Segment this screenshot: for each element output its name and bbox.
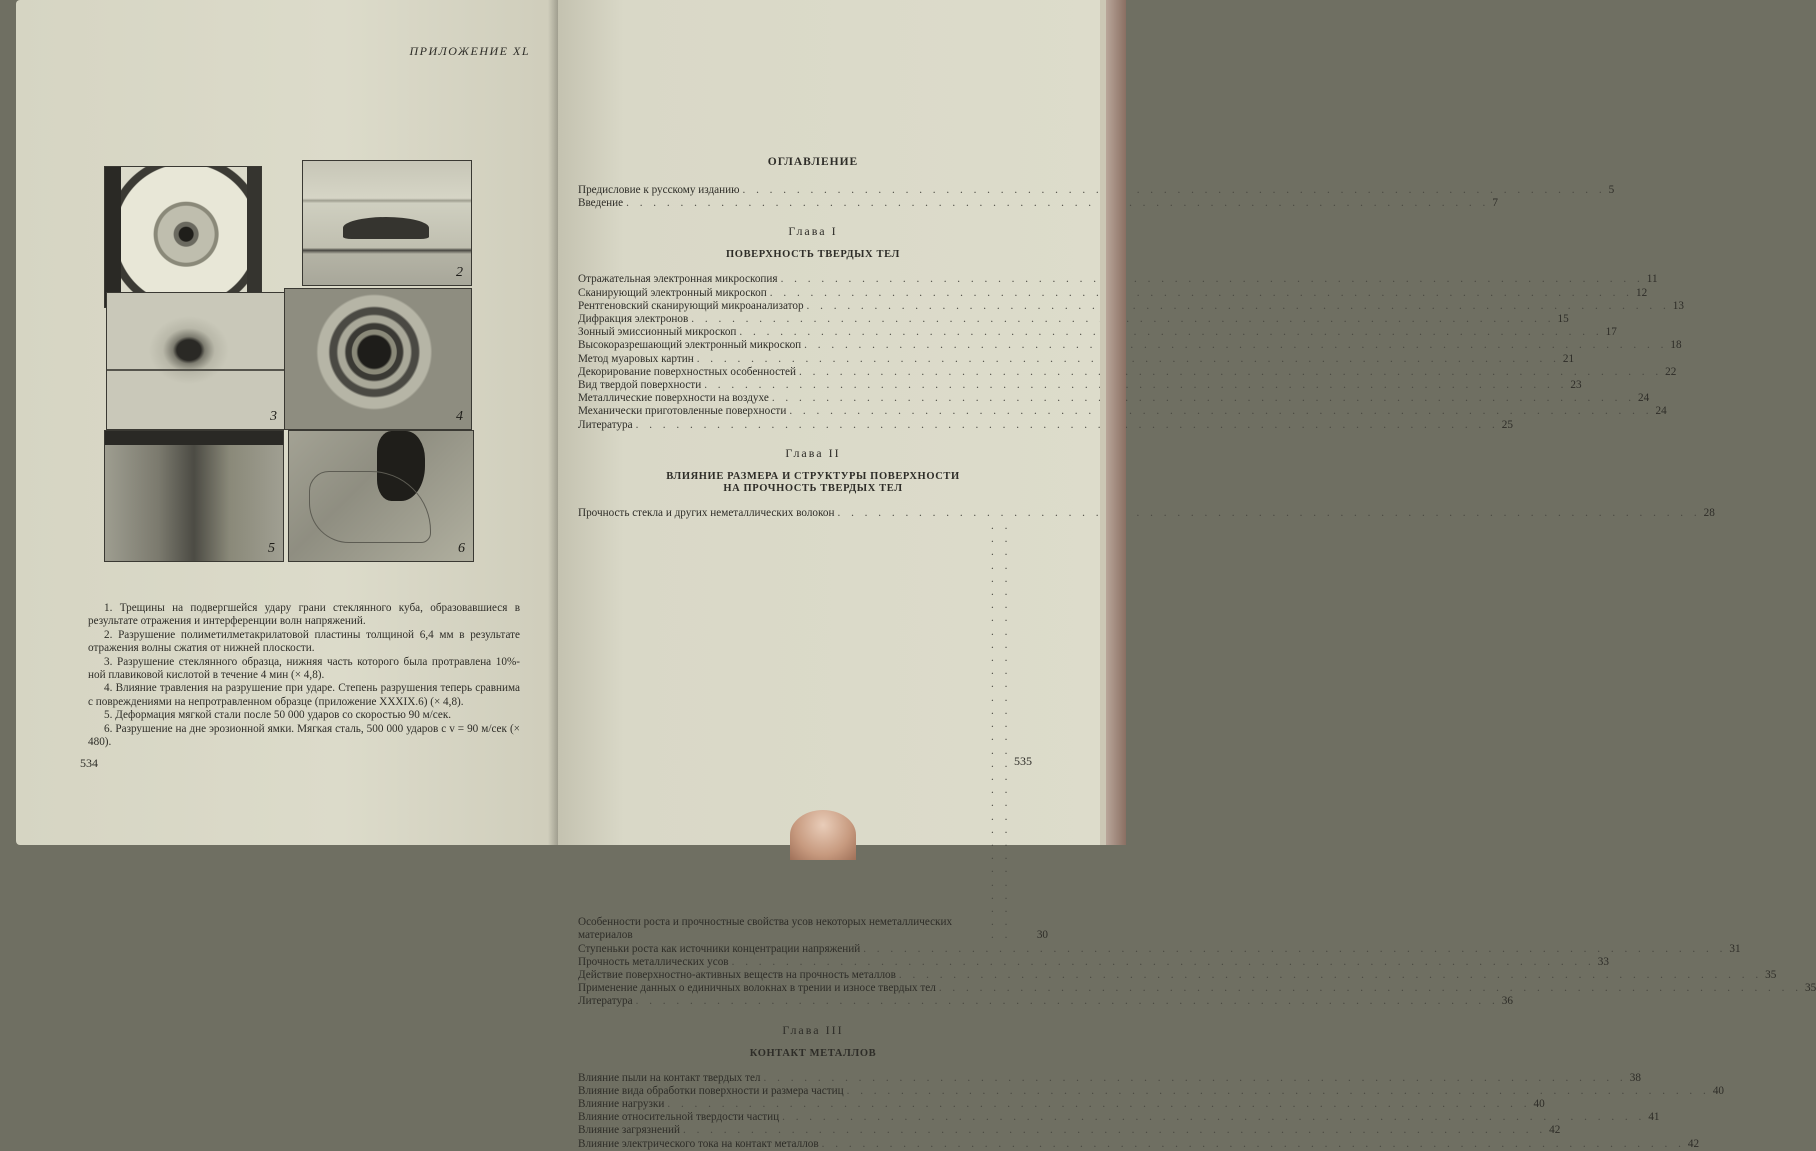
toc-entry: Декорирование поверхностных особенностей . . . 22: [578, 366, 1048, 379]
toc-entry: Влияние загрязнений . . . 42: [578, 1124, 1048, 1137]
toc-entry: Вид твердой поверхности . . . 23: [578, 379, 1048, 392]
figure-5-photo: [104, 430, 284, 562]
toc-entry: Металлические поверхности на воздухе . . . 24: [578, 392, 1048, 405]
figure-number: 5: [268, 541, 275, 556]
left-page: [16, 0, 558, 845]
caption: 3. Разрушение стеклянного образца, нижняя часть которого была протравлена 10%-ной плавиковой кислотой в течение 4 мин (× 4,8).: [88, 655, 520, 682]
toc-entry: Применение данных о единичных волокнах в трении и износе твердых тел . . . 35: [578, 982, 1048, 995]
chapter-title: КОНТАКТ МЕТАЛЛОВ: [749, 1047, 877, 1059]
toc-entry: Отражательная электронная микроскопия . . . 11: [578, 273, 1048, 286]
toc-entry: Влияние пыли на контакт твердых тел . . . 38: [578, 1072, 1048, 1085]
toc-entry: Ступеньки роста как источники концентрации напряжений . . . 31: [578, 943, 1048, 956]
toc-entry: Зонный эмиссионный микроскоп . . . 17: [578, 326, 1048, 339]
page-number-right: 535: [1014, 754, 1032, 768]
figure-captions: [88, 602, 520, 749]
toc-entry: Предисловие к русскому изданию . . . 5: [578, 184, 1048, 197]
figure-6-photo: [288, 430, 474, 562]
toc-entry: Особенности роста и прочностные свойства усов некоторых неметаллических материалов . . . 30: [578, 520, 1048, 943]
toc-entry: Литература . . . 25: [578, 419, 1048, 432]
caption: 6. Разрушение на дне эрозионной ямки. Мягкая сталь, 500 000 ударов с v = 90 м/сек (× 480).: [88, 722, 520, 749]
chapter-label: Глава III: [782, 1022, 844, 1037]
toc-entry: Влияние вида обработки поверхности и размера частиц . . . 40: [578, 1085, 1048, 1098]
chapter-title: ПОВЕРХНОСТЬ ТВЕРДЫХ ТЕЛ: [726, 249, 900, 261]
toc-entry: Прочность металлических усов . . . 33: [578, 956, 1048, 969]
chapter-label: Глава I: [788, 224, 838, 239]
toc-entry: Действие поверхностно-активных веществ на прочность металлов . . . 35: [578, 969, 1048, 982]
page-number-left: 534: [80, 756, 98, 770]
running-header: ПРИЛОЖЕНИЕ XL: [409, 44, 530, 58]
right-page: [558, 0, 1816, 1150]
chapter-title-line: ВЛИЯНИЕ РАЗМЕРА И СТРУКТУРЫ ПОВЕРХНОСТИ: [666, 470, 960, 482]
chapter-label: Глава II: [785, 445, 841, 460]
figure-number: 3: [270, 409, 277, 424]
toc-entry: Прочность стекла и других неметаллических волокон . . . 28: [578, 507, 1048, 520]
book-cover-edge: [1106, 0, 1126, 845]
toc-entry: Высокоразрешающий электронный микроскоп . . . 18: [578, 339, 1048, 352]
figure-number: 2: [456, 265, 463, 280]
toc-entry: Метод муаровых картин . . . 21: [578, 353, 1048, 366]
figure-number: 4: [456, 409, 463, 424]
figure-3-photo: [106, 292, 286, 430]
chapter-title: [578, 471, 1048, 495]
toc-entry: Влияние нагрузки . . . 40: [578, 1098, 1048, 1111]
thumb-holding-page: [790, 810, 856, 860]
toc-entry: Дифракция электронов . . . 15: [578, 313, 1048, 326]
toc-entry: Влияние электрического тока на контакт металлов . . . 42: [578, 1138, 1048, 1151]
toc-entry: Литература . . . 36: [578, 995, 1048, 1008]
toc-entry: Рентгеновский сканирующий микроанализатор . . . 13: [578, 300, 1048, 313]
figure-2-photo: [302, 160, 472, 286]
caption: 4. Влияние травления на разрушение при ударе. Степень разрушения теперь сравнима с повреждениями на непротравленном образце (приложение XXXIX.6) (× 4,8).: [88, 682, 520, 708]
figure-1-photo: [104, 166, 262, 308]
table-of-contents: [578, 156, 1816, 1151]
figure-number: 6: [458, 541, 465, 556]
toc-title: ОГЛАВЛЕНИЕ: [767, 156, 859, 168]
toc-entry: Сканирующий электронный микроскоп . . . 12: [578, 287, 1048, 300]
toc-entry: Введение . . . 7: [578, 197, 1048, 210]
toc-entry: Влияние относительной твердости частиц . . . 41: [578, 1111, 1048, 1124]
figure-4-photo: [284, 288, 472, 430]
caption: 2. Разрушение полиметилметакрилатовой пластины толщиной 6,4 мм в результате отражения волны сжатия от нижней плоскости.: [88, 628, 520, 655]
caption: 5. Деформация мягкой стали после 50 000 ударов со скоростью 90 м/сек.: [104, 709, 452, 722]
chapter-title-line: НА ПРОЧНОСТЬ ТВЕРДЫХ ТЕЛ: [723, 482, 903, 494]
caption: 1. Трещины на подвергшейся удару грани стеклянного куба, образовавшиеся в результате отражения и интерференции волн напряжений.: [88, 602, 520, 628]
toc-entry: Механически приготовленные поверхности . . . 24: [578, 405, 1048, 418]
